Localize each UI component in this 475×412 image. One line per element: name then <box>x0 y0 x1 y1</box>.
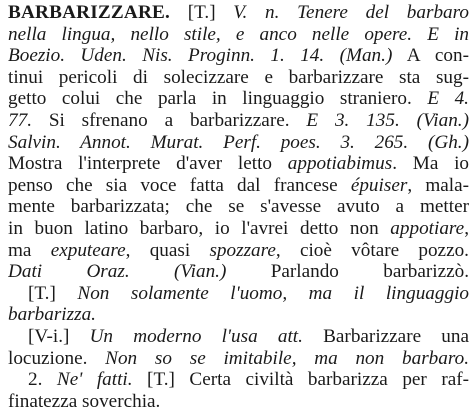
italic-text: E 4. <box>427 88 469 110</box>
italic-text: V. n. Tenere del barbaro <box>233 2 469 23</box>
text-run: locuzione. <box>8 347 106 369</box>
entry-line <box>8 240 469 262</box>
text-run: Si sfrenano a barbarizzare. <box>31 109 307 131</box>
entry-line <box>8 391 469 412</box>
text-run: [T.] <box>170 2 234 23</box>
text-run: Mostra l'interprete d'aver letto <box>8 153 288 175</box>
text-run: . Ma io <box>392 153 469 175</box>
italic-text: Un moderno l'usa att. <box>89 325 303 347</box>
text-run: , quasi <box>125 239 210 261</box>
text-run: Barbarizzare una <box>302 325 469 347</box>
italic-text: appotiare <box>390 217 465 239</box>
text-run: 2. <box>28 369 57 391</box>
entry-line <box>8 153 469 175</box>
text-run: ma <box>8 239 51 261</box>
entry-text <box>8 2 469 412</box>
text-run: [T.] Certa civiltà barbarizza per raf- <box>132 369 469 391</box>
entry-line <box>8 261 469 283</box>
italic-text: Non solamente l'uomo, ma il linguaggio <box>77 282 469 304</box>
entry-line <box>8 218 469 240</box>
italic-text: Salvin. Annot. Murat. Perf. poes. 3. 265. (Gh.) <box>8 131 469 153</box>
italic-text: épuiser <box>350 174 408 196</box>
dictionary-entry <box>8 2 469 412</box>
text-run: getto colui che parla in linguaggio straniero. <box>8 88 428 110</box>
italic-text: Dati Oraz. (Vian.) <box>8 261 227 283</box>
headword: BARBARIZZARE. <box>8 2 170 23</box>
entry-line <box>8 110 469 132</box>
text-run: mente barbarizzata; che se s'avesse avuto a metter <box>8 196 469 218</box>
text-run: , cioè vôtare pozzo. <box>275 239 469 261</box>
entry-line <box>8 67 469 89</box>
entry-line <box>8 45 469 67</box>
text-run: [T.] <box>28 282 78 304</box>
text-run: A con- <box>392 45 469 67</box>
text-run: finatezza soverchia. <box>8 390 161 412</box>
entry-line <box>8 175 469 197</box>
text-run: [V-i.] <box>28 325 90 347</box>
text-run: , <box>464 217 469 239</box>
italic-text: exputeare <box>50 239 126 261</box>
italic-text: Ne' fatti. <box>56 369 133 391</box>
text-run: in buon latino barbaro, io l'avrei detto non <box>8 217 391 239</box>
italic-text: spozzare <box>209 239 276 261</box>
italic-text: E 3. 135. (Vian.) <box>306 109 469 131</box>
entry-line <box>8 196 469 218</box>
text-run: penso che sia voce fatta dal francese <box>8 174 351 196</box>
text-run: , mala- <box>407 174 469 196</box>
entry-line <box>8 326 469 348</box>
entry-line <box>8 283 469 305</box>
italic-text: Non so se imitabile, ma non barbaro. <box>105 347 469 369</box>
entry-line <box>8 2 469 24</box>
italic-text: nella lingua, nello stile, e anco nelle opere. E in <box>8 23 469 45</box>
entry-line <box>8 348 469 370</box>
entry-line <box>8 24 469 46</box>
text-run: Parlando barbarizzò. <box>226 261 469 283</box>
italic-text: appotiabimus <box>287 153 393 175</box>
entry-line <box>8 369 469 391</box>
italic-text: 77. <box>8 109 32 131</box>
text-run: tinui pericoli di solecizzare e barbarizzare sta sug- <box>8 66 469 88</box>
italic-text: barbarizza. <box>8 304 96 326</box>
entry-line <box>8 88 469 110</box>
italic-text: Boezio. Uden. Nis. Proginn. 1. 14. (Man.) <box>8 45 393 67</box>
entry-line <box>8 304 469 326</box>
entry-line <box>8 132 469 154</box>
